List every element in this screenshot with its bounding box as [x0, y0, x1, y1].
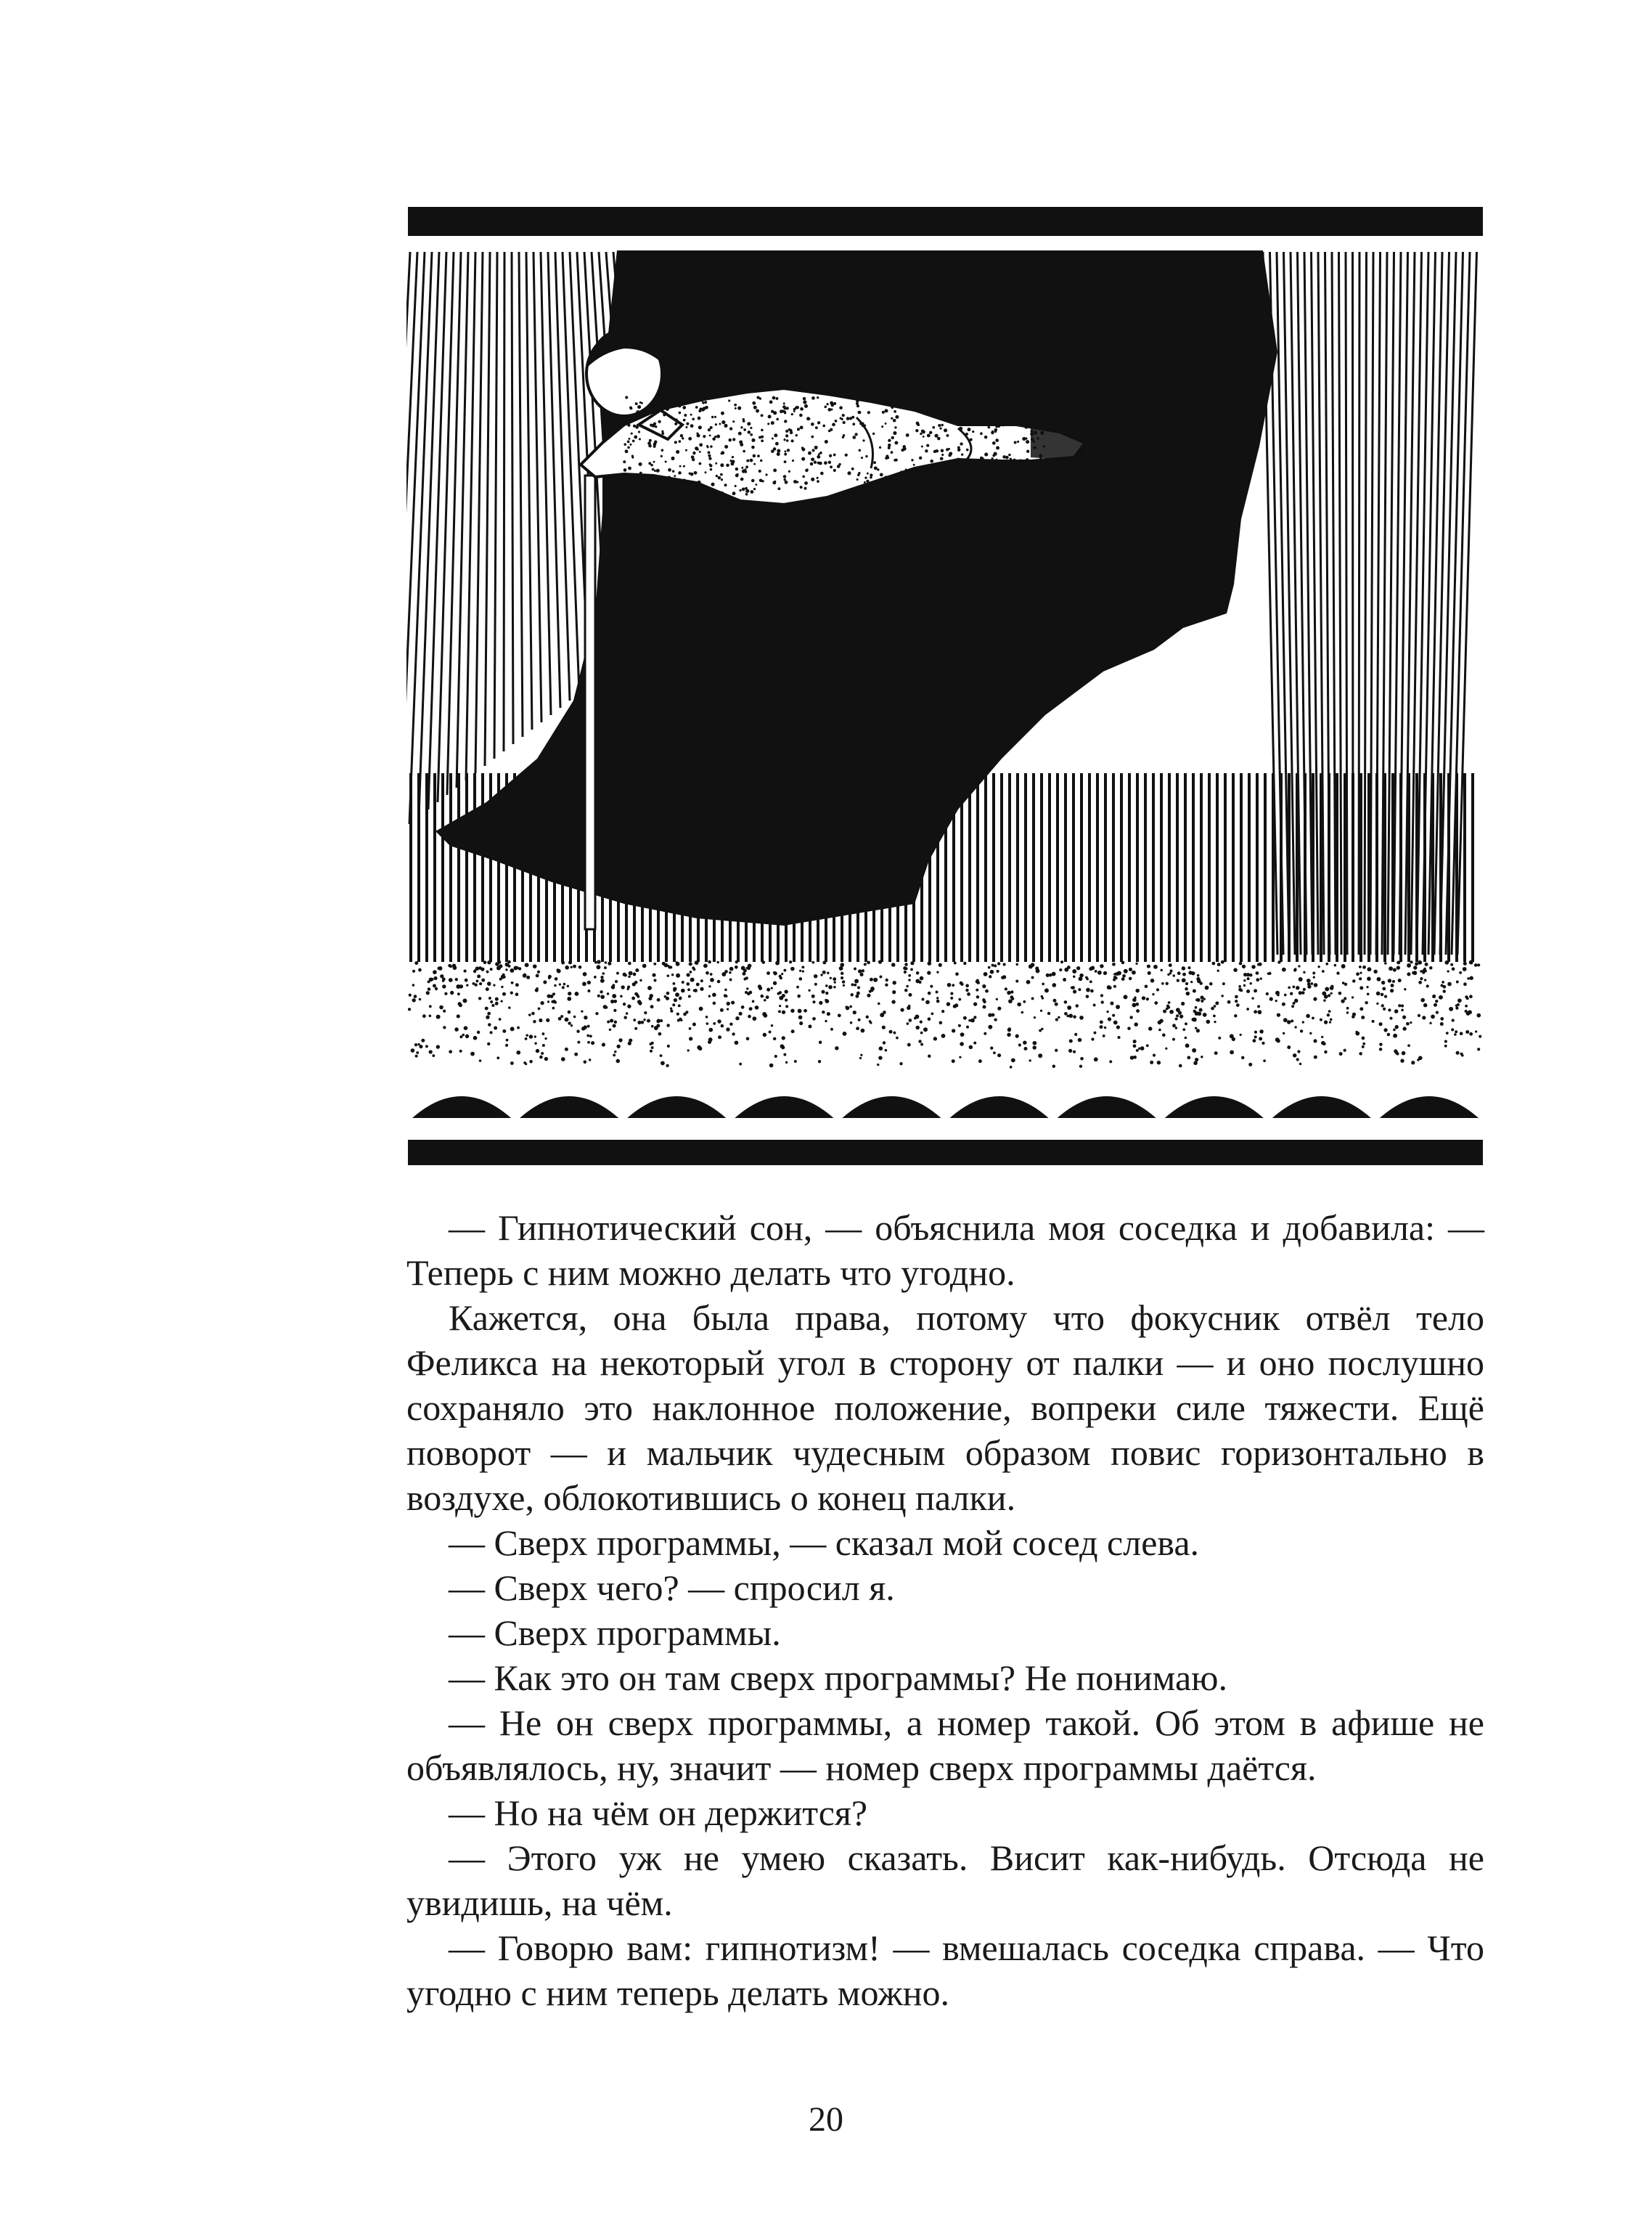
page-number: 20	[809, 2100, 843, 2139]
paragraph: — Не он сверх программы, а номер такой. Об этом в афише не объявлялось, ну, значит — номер сверх программы даётся.	[406, 1702, 1484, 1788]
paragraph: Кажется, она была права, потому что фокусник отвёл тело Феликса на некоторый угол в сторону от палки — и оно послушно сохраняло это наклонное положение, вопреки силе тяжести. Ещё поворот — и мальчик чудесным образом повис горизонтально в воздухе, облокотившись о конец палки.	[406, 1297, 1484, 1518]
paragraph: — Гипнотический сон, — объяснила моя соседка и добавила: — Теперь с ним можно делать что угодно.	[406, 1207, 1484, 1293]
paragraph: — Как это он там сверх программы? Не понимаю.	[449, 1657, 1228, 1698]
paragraph: — Этого уж не умею сказать. Висит как-нибудь. Отсюда не увидишь, на чём.	[406, 1837, 1484, 1923]
paragraph: — Говорю вам: гипнотизм! — вмешалась соседка справа. — Что угодно с ним теперь делать можно.	[406, 1927, 1484, 2013]
footlights	[412, 1096, 1479, 1118]
paragraph: — Сверх программы, — сказал мой сосед слева.	[449, 1522, 1200, 1563]
body-text	[406, 1205, 1484, 2015]
bottom-frame-bar	[408, 1140, 1483, 1165]
paragraph: — Сверх чего? — спросил я.	[449, 1567, 895, 1608]
stage-illustration	[406, 207, 1484, 1165]
top-frame-bar	[408, 207, 1483, 236]
magic-stick	[585, 476, 595, 929]
stage-floor	[408, 960, 1481, 1068]
paragraph: — Сверх программы.	[449, 1612, 781, 1653]
paragraph: — Но на чём он держится?	[449, 1792, 868, 1833]
